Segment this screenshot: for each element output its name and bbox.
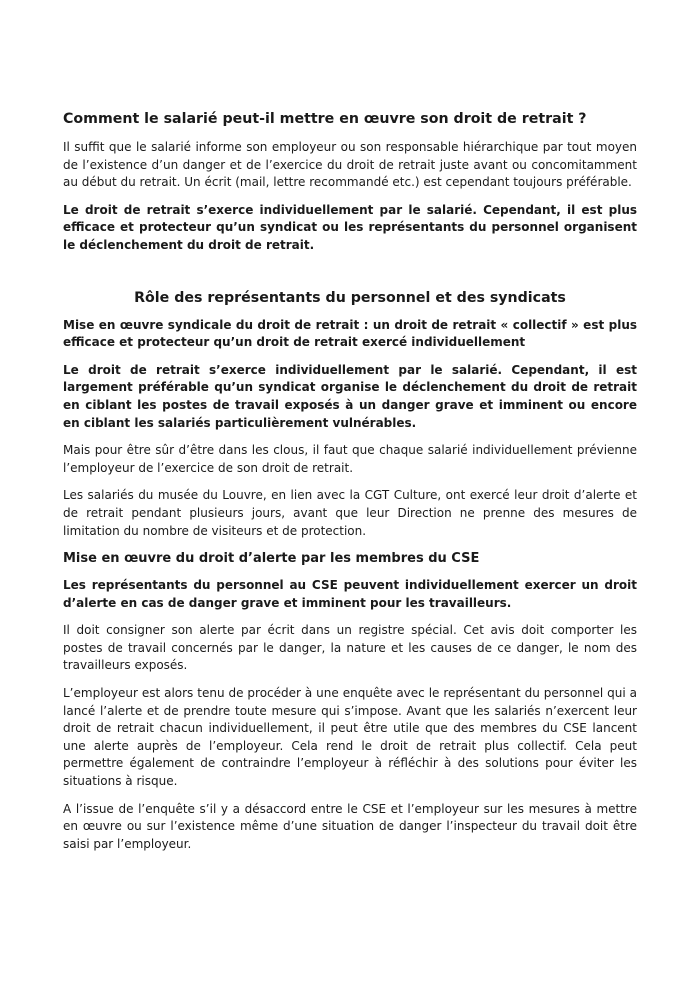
paragraph-desaccord-inspecteur: A l’issue de l’enquête s’il y a désaccord entre le CSE et l’employeur sur les mesures à mettre en œuvre ou sur l’existence même d’une situation de danger l’inspecteur du travail doit être saisi par l’employeur. (63, 801, 637, 851)
document-page (63, 110, 637, 863)
paragraph-droit-collectif: Mise en œuvre syndicale du droit de retrait : un droit de retrait « collectif » est plus efficace et protecteur qu’un droit de retrait exercé individuellement (63, 317, 637, 350)
paragraph-syndicat-organise: Le droit de retrait s’exerce individuellement par le salarié. Cependant, il est largement préférable qu’un syndicat organise le déclenchement du droit de retrait en ciblant les postes de travail exposés à un danger grave et imminent ou encore en ciblant les salariés particulièrement vulnérables. (63, 362, 637, 430)
paragraph-exercice-individuel: Le droit de retrait s’exerce individuellement par le salarié. Cependant, il est plus efficace et protecteur qu’un syndicat ou les représentants du personnel organisent le déclenchement du droit de retrait. (63, 202, 637, 252)
paragraph-registre-special: Il doit consigner son alerte par écrit dans un registre spécial. Cet avis doit comporter les postes de travail concernés par le danger, la nature et les causes de ce danger, le nom des travailleurs exposés. (63, 623, 637, 673)
section-spacer (63, 265, 637, 289)
paragraph-representants-cse: Les représentants du personnel au CSE peuvent individuellement exercer un droit d’alerte en cas de danger grave et imminent pour les travailleurs. (63, 578, 637, 610)
section-title-role-representants: Rôle des représentants du personnel et des syndicats (134, 289, 566, 306)
paragraph-prevenir-employeur: Mais pour être sûr d’être dans les clous, il faut que chaque salarié individuellement prévienne l’employeur de l’exercice de son droit de retrait. (63, 443, 637, 475)
section-title-droit-alerte-cse: Mise en œuvre du droit d’alerte par les membres du CSE (63, 551, 480, 567)
section-title-mise-en-oeuvre: Comment le salarié peut-il mettre en œuvre son droit de retrait ? (63, 111, 587, 127)
paragraph-enquete-employeur: L’employeur est alors tenu de procéder à une enquête avec le représentant du personnel qui a lancé l’alerte et de prendre toute mesure qui s’impose. Avant que les salariés n’exercent leur droit de retrait chacun individuellement, il peut être utile que des membres du CSE lancent une alerte auprès de l’employeur. Cela rend le droit de retrait plus collectif. Cela peut permettre également de contraindre l’employeur à réfléchir à des solutions pour éviter les situations à risque. (63, 686, 637, 789)
paragraph-louvre: Les salariés du musée du Louvre, en lien avec la CGT Culture, ont exercé leur droit d’alerte et de retrait pendant plusieurs jours, avant que leur Direction ne prenne des mesures de limitation du nombre de visiteurs et de protection. (63, 488, 637, 538)
paragraph-information-employeur: Il suffit que le salarié informe son employeur ou son responsable hiérarchique par tout moyen de l’existence d’un danger et de l’exercice du droit de retrait juste avant ou concomitamment au début du retrait. Un écrit (mail, lettre recommandé etc.) est cependant toujours préférable. (63, 140, 637, 190)
